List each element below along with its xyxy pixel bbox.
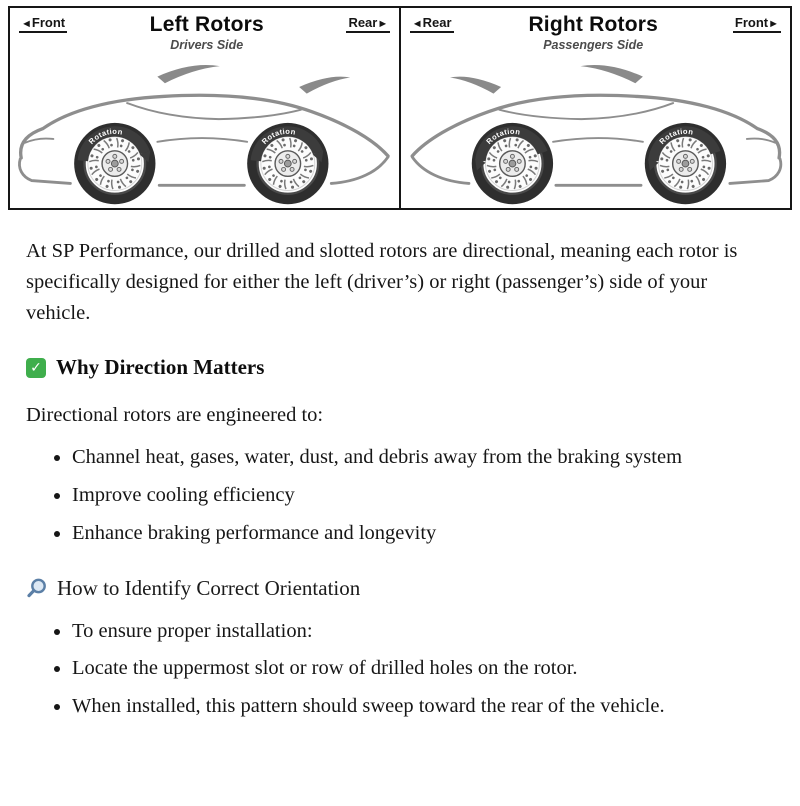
magnifier-icon: [26, 577, 48, 599]
rotation-label: Rotation: [657, 126, 694, 147]
car-silhouette-right: [412, 65, 781, 204]
rotation-label: Rotation: [86, 126, 124, 147]
rear-direction-label: [410, 15, 454, 33]
panel-subtitle: Drivers Side: [170, 38, 244, 52]
panel-title: Right Rotors: [528, 13, 658, 36]
list-item: • Channel heat, gases, water, dust, and debris away from the braking system: [72, 442, 774, 473]
article: [0, 210, 800, 722]
rotor-direction-diagram: [8, 6, 792, 210]
right-rotors-panel: [399, 6, 792, 210]
rear-direction-label: [346, 15, 390, 33]
arrow-right-icon: ►: [377, 18, 389, 30]
corner-label-text: Rear: [422, 15, 452, 30]
intro-paragraph: At SP Performance, our drilled and slotted rotors are directional, meaning each rotor is specifically designed for either the left (driver’s) or right (passenger’s) side of your vehicle.: [26, 240, 738, 324]
list-item: • Enhance braking performance and longevity: [72, 518, 774, 549]
arrow-left-icon: ◄: [411, 18, 423, 30]
corner-label-text: Front: [31, 15, 66, 30]
right-panel-header: [401, 8, 790, 52]
left-panel-titleblock: [150, 13, 264, 52]
list-item: • Improve cooling efficiency: [72, 480, 774, 511]
left-rotors-panel: [8, 6, 401, 210]
panel-subtitle: Passengers Side: [543, 38, 644, 52]
arrow-right-icon: ►: [768, 18, 779, 30]
panel-title: Left Rotors: [149, 13, 264, 36]
list-item: • To ensure proper installation:: [72, 616, 774, 647]
engineered-to-lead: Directional rotors are engineered to:: [26, 404, 324, 427]
right-car-illustration: [401, 52, 790, 208]
list-item: • Locate the uppermost slot or row of drilled holes on the rotor.: [72, 653, 774, 684]
how-to-identify-heading: [26, 576, 774, 601]
corner-label-text: Rear: [348, 15, 378, 30]
arrow-left-icon: ◄: [21, 18, 32, 30]
orientation-steps-list: [26, 616, 774, 722]
front-direction-label: [733, 15, 781, 33]
front-direction-label: [19, 15, 67, 33]
rotation-label: Rotation: [259, 126, 297, 147]
why-direction-matters-heading: [26, 355, 774, 380]
right-panel-titleblock: [528, 13, 658, 52]
direction-benefits-list: [26, 442, 774, 548]
left-panel-header: [10, 8, 399, 52]
list-item: • When installed, this pattern should sweep toward the rear of the vehicle.: [72, 691, 774, 722]
car-silhouette-left: [19, 65, 388, 204]
rotation-label: Rotation: [484, 126, 521, 147]
left-car-illustration: [10, 52, 399, 208]
heading-text: Why Direction Matters: [56, 355, 265, 380]
heading-text: How to Identify Correct Orientation: [57, 575, 361, 600]
check-icon: ✓: [26, 358, 46, 378]
corner-label-text: Front: [734, 15, 769, 30]
